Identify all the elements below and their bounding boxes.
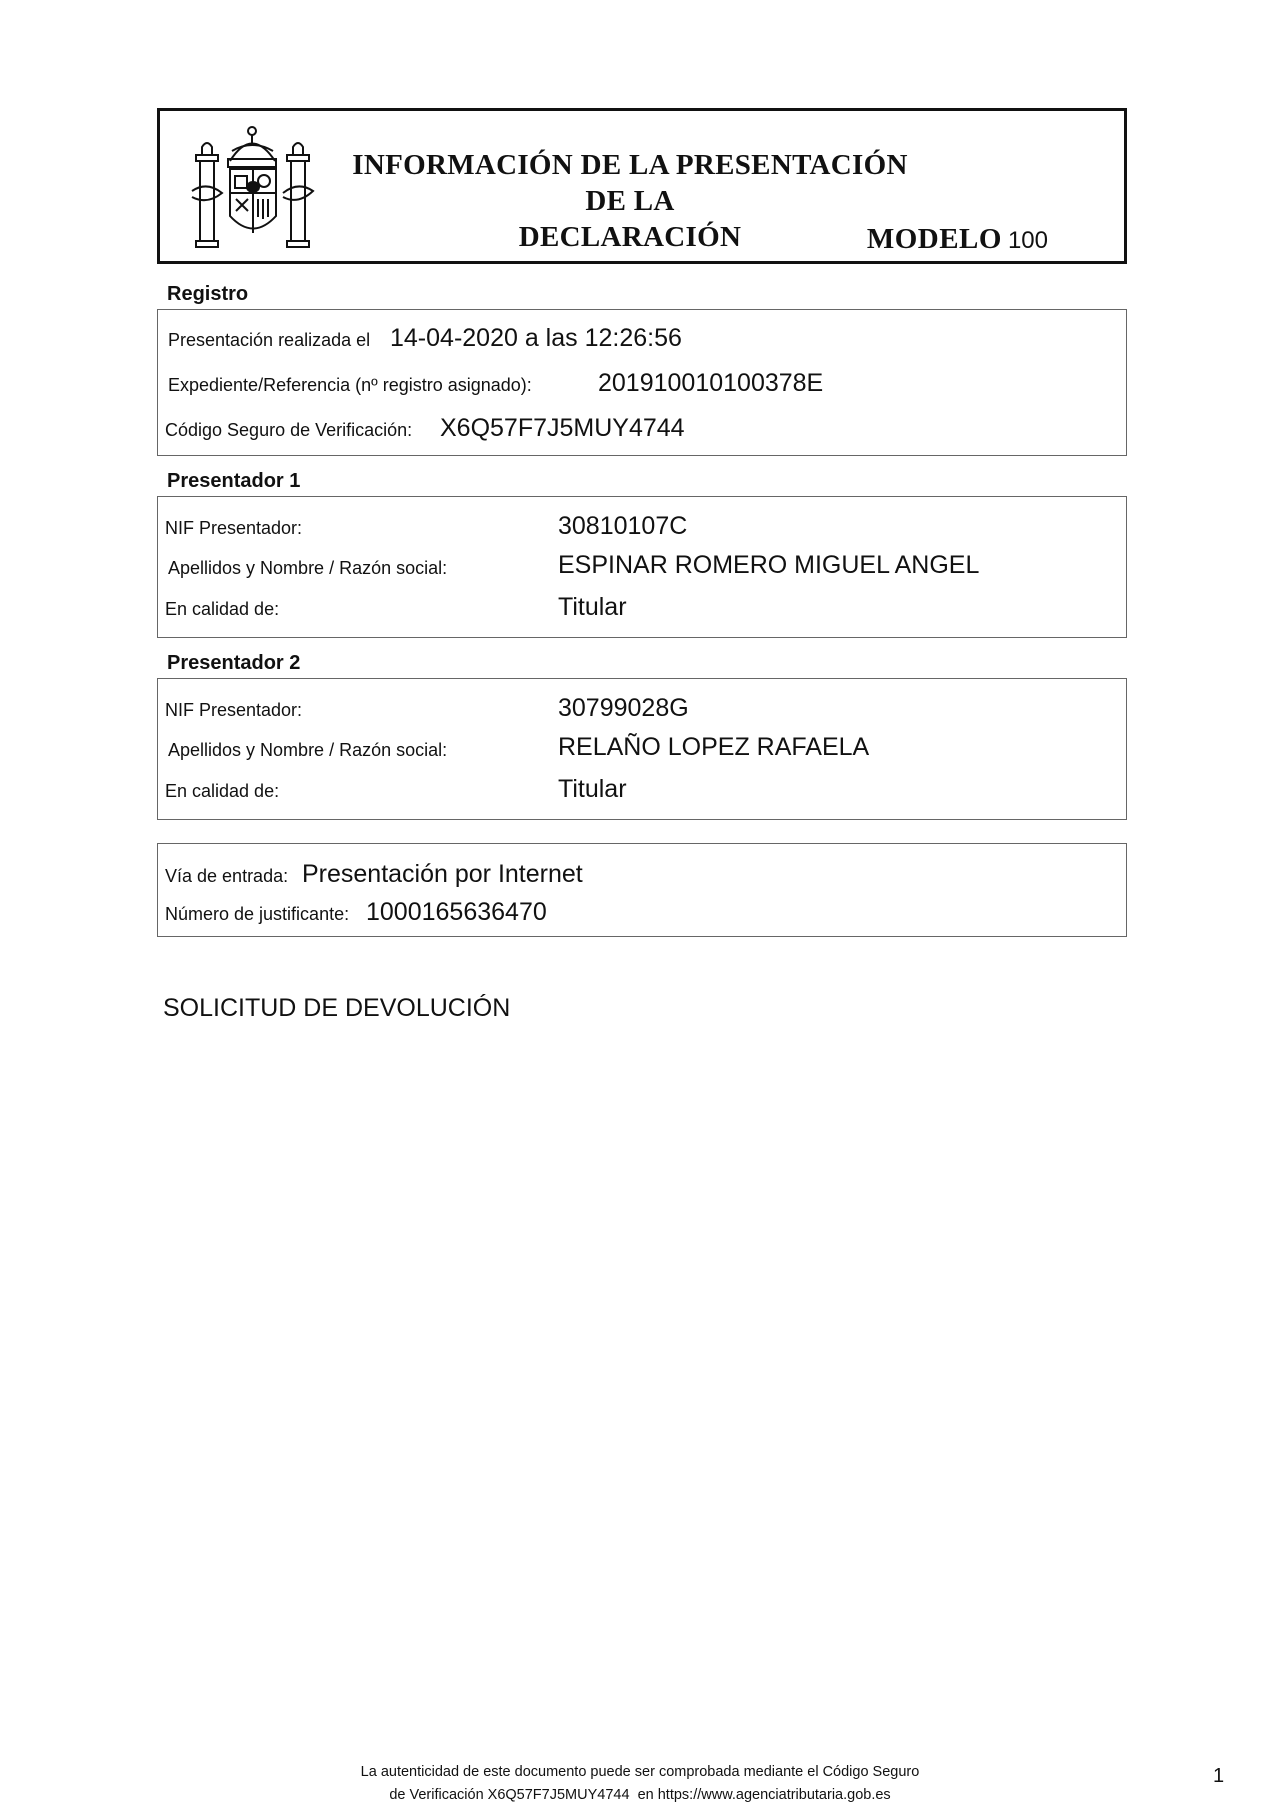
footer-line-1: La autenticidad de este documento puede ser comprobada mediante el Código Seguro [360,1764,920,1780]
calidad-value: Titular [558,775,627,803]
solicitud-heading: SOLICITUD DE DEVOLUCIÓN [163,994,511,1022]
presentacion-label: Presentación realizada el [168,330,371,350]
nif-value: 30799028G [558,694,689,722]
footer-note [300,1761,980,1807]
nombre-label: Apellidos y Nombre / Razón social: [168,558,448,578]
registro-section-title: Registro [167,283,249,305]
justificante-label: Número de justificante: [165,904,350,924]
registro-box [157,309,1127,456]
presentador1-section-title: Presentador 1 [167,470,301,492]
spain-coat-of-arms-icon [190,121,315,251]
modelo-value: 100 [1007,227,1048,254]
presentador1-box [157,496,1127,638]
presentador2-box [157,678,1127,820]
document-title [330,147,930,255]
csv-label: Código Seguro de Verificación: [165,420,413,440]
footer-line-2: de Verificación X6Q57F7J5MUY4744 en https://www.agenciatributaria.gob.es [389,1787,891,1803]
modelo [867,223,1048,256]
csv-value: X6Q57F7J5MUY4744 [440,414,685,442]
justificante-value: 1000165636470 [366,898,547,926]
calidad-label: En calidad de: [165,599,280,619]
title-line-2: DECLARACIÓN [518,221,742,253]
calidad-value: Titular [558,593,627,621]
nif-label: NIF Presentador: [165,700,303,720]
presentacion-value: 14-04-2020 a las 12:26:56 [390,324,682,352]
nombre-label: Apellidos y Nombre / Razón social: [168,740,448,760]
nif-label: NIF Presentador: [165,518,303,538]
via-value: Presentación por Internet [302,860,583,888]
title-line-1: INFORMACIÓN DE LA PRESENTACIÓN DE LA [352,149,908,217]
expediente-label: Expediente/Referencia (nº registro asignado): [168,375,532,395]
header-box [157,108,1127,264]
entrada-box [157,843,1127,937]
nombre-value: RELAÑO LOPEZ RAFAELA [558,733,870,761]
via-label: Vía de entrada: [165,866,289,886]
presentador2-section-title: Presentador 2 [167,652,301,674]
expediente-value: 201910010100378E [598,369,824,397]
calidad-label: En calidad de: [165,781,280,801]
page-number: 1 [1213,1765,1225,1787]
nombre-value: ESPINAR ROMERO MIGUEL ANGEL [558,551,980,579]
modelo-label: MODELO [866,223,1002,255]
nif-value: 30810107C [558,512,688,540]
